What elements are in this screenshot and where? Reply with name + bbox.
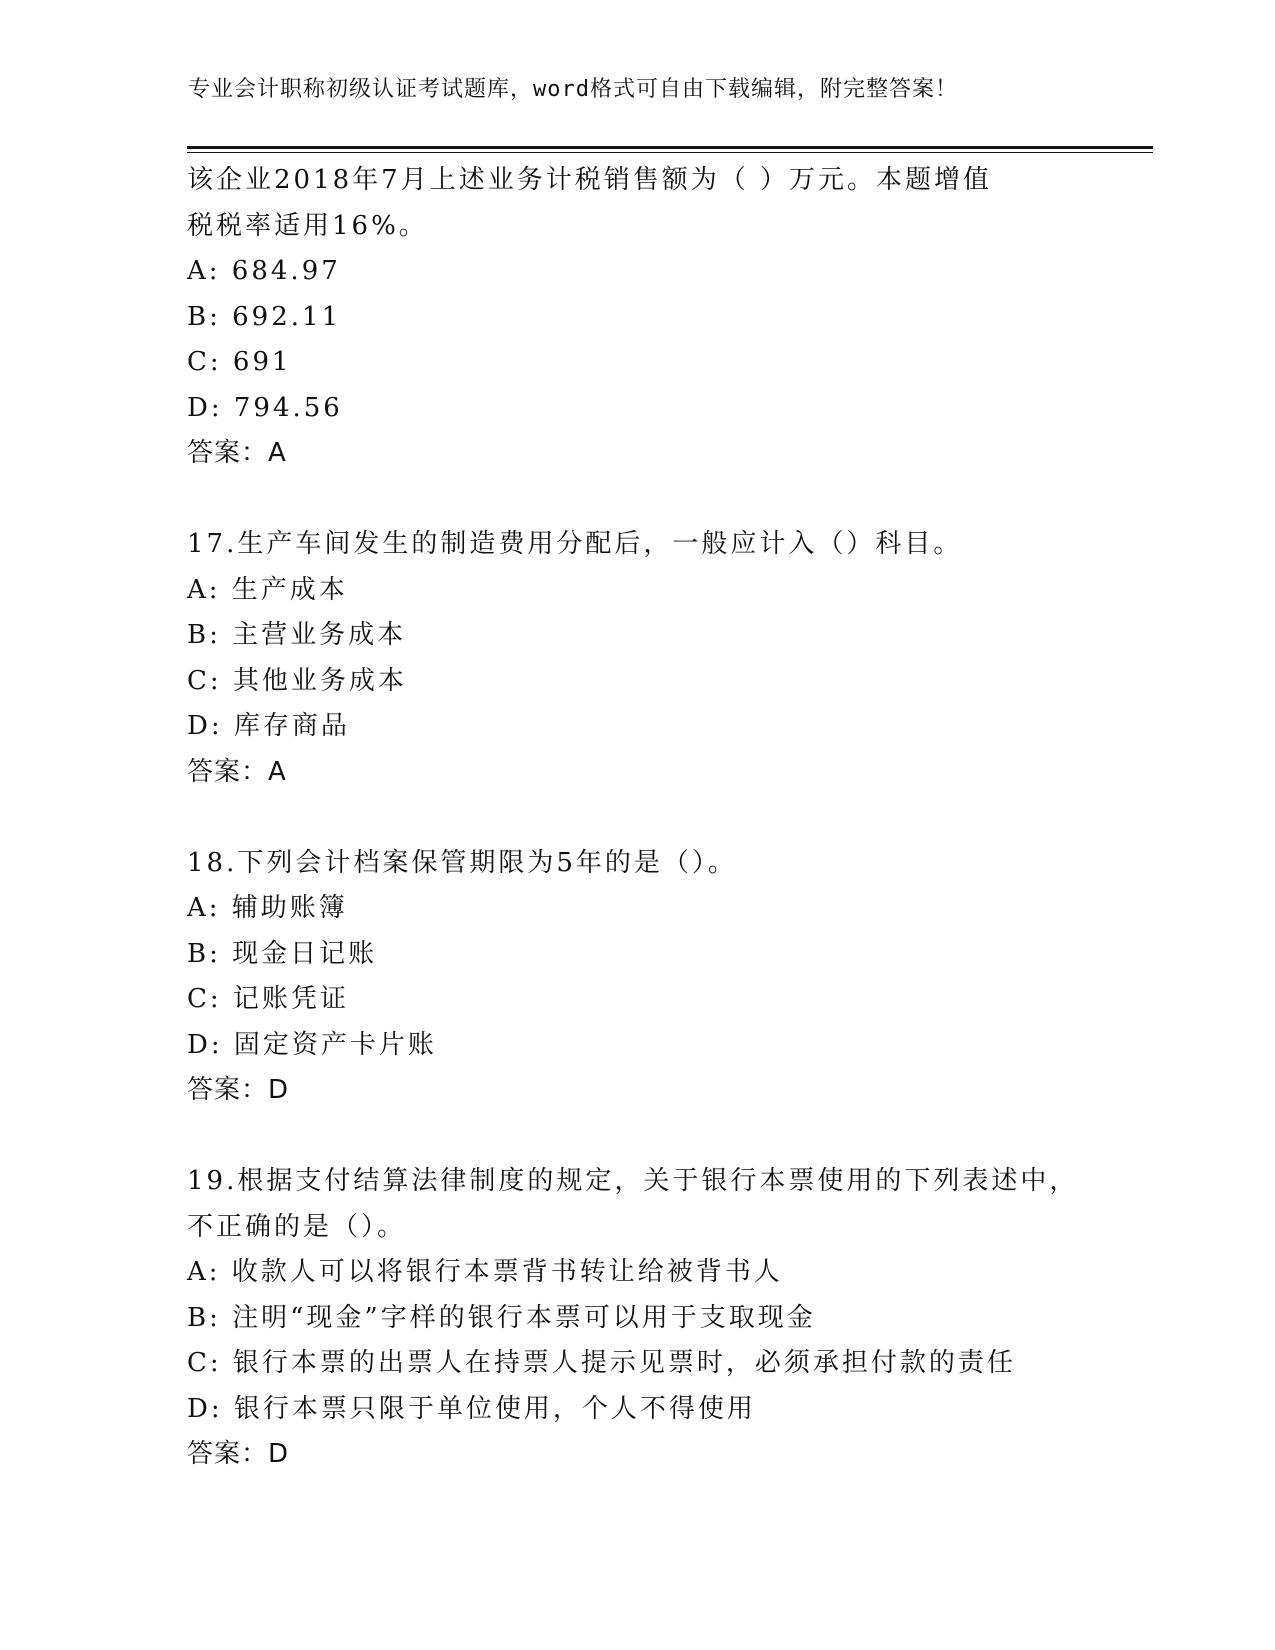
question-17 — [187, 522, 1087, 795]
header-rule-thick — [187, 146, 1153, 149]
option-d: D: 库存商品 — [187, 711, 350, 741]
question-stem: 17.生产车间发生的制造费用分配后，一般应计入（）科目。 — [187, 529, 963, 559]
option-d: D: 银行本票只限于单位使用，个人不得使用 — [187, 1393, 756, 1424]
option-a: A: 辅助账簿 — [187, 893, 348, 923]
option-b: B: 主营业务成本 — [187, 620, 407, 650]
option-a: A: 收款人可以将银行本票背书转让给被背书人 — [187, 1257, 783, 1287]
option-b: B: 692.11 — [187, 301, 342, 332]
option-a: A: 生产成本 — [187, 574, 348, 605]
header-rule-thin — [187, 152, 1153, 153]
option-b: B: 现金日记账 — [187, 938, 378, 969]
option-d: D: 794.56 — [187, 392, 343, 423]
answer: 答案：A — [187, 756, 287, 787]
question-19 — [187, 1159, 1087, 1478]
answer: 答案：D — [187, 1439, 290, 1469]
question-content — [187, 158, 1087, 1478]
spacer — [187, 795, 1087, 841]
option-a: A: 684.97 — [187, 256, 341, 286]
option-b: B: 注明“现金”字样的银行本票可以用于支取现金 — [187, 1302, 816, 1333]
answer: 答案：D — [187, 1075, 290, 1105]
question-stem: 税税率适用16%。 — [187, 210, 428, 241]
option-c: C: 其他业务成本 — [187, 665, 407, 696]
option-d: D: 固定资产卡片账 — [187, 1029, 437, 1060]
option-c: C: 银行本票的出票人在持票人提示见票时，必须承担付款的责任 — [187, 1348, 1016, 1378]
spacer — [187, 1114, 1087, 1160]
answer: 答案：A — [187, 438, 287, 468]
option-c: C: 691 — [187, 347, 292, 377]
question-stem: 18.下列会计档案保管期限为5年的是（）。 — [187, 847, 737, 878]
question-stem: 19.根据支付结算法律制度的规定，关于银行本票使用的下列表述中， — [187, 1166, 1079, 1196]
question-18 — [187, 841, 1087, 1114]
question-stem: 不正确的是（）。 — [187, 1211, 407, 1242]
spacer — [187, 477, 1087, 523]
question-stem: 该企业2018年7月上述业务计税销售额为（ ）万元。本题增值 — [187, 165, 992, 195]
question-16 — [187, 158, 1087, 477]
page-header: 专业会计职称初级认证考试题库，word格式可自由下载编辑，附完整答案！ — [188, 77, 958, 102]
option-c: C: 记账凭证 — [187, 984, 349, 1014]
